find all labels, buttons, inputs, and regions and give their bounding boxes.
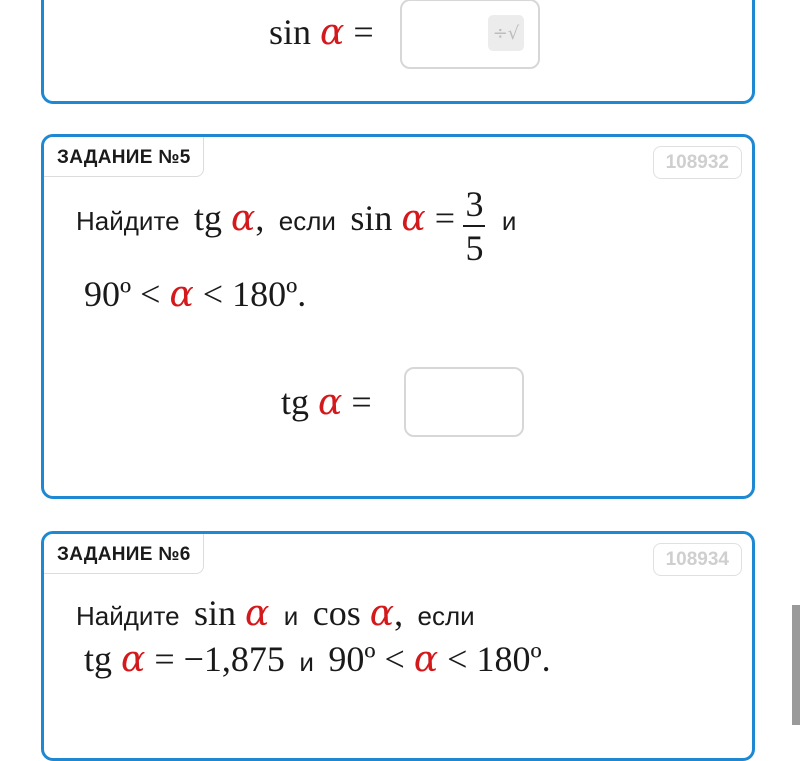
answer-label-5: tg α = [281,382,372,423]
scrollbar[interactable] [792,605,800,725]
task-number-6[interactable]: 108934 [653,543,742,576]
fraction: $\frac{3}{5}$ [465,184,484,268]
task-card-4 [41,0,755,104]
formula-icon[interactable]: ÷√ [488,15,524,51]
answer-input-4[interactable] [400,0,540,69]
task-tag-6: ЗАДАНИЕ №6 [44,534,204,574]
task-card-5 [41,134,755,499]
task-statement-6: Найдите sin α и cos α, если [76,593,475,634]
task-condition-6: tg α = −1,875 и 90º < α < 180º. [84,639,551,680]
task-tag-5: ЗАДАНИЕ №5 [44,137,204,177]
task-condition-5: 90º < α < 180º. [84,274,307,315]
task-card-6 [41,531,755,761]
answer-label-4: sin α = [269,12,374,53]
task-number-5[interactable]: 108932 [653,146,742,179]
answer-input-5[interactable] [404,367,524,437]
task-statement-5: Найдите tg α, если sin α = $\frac{3}{5}$ и [76,184,517,268]
